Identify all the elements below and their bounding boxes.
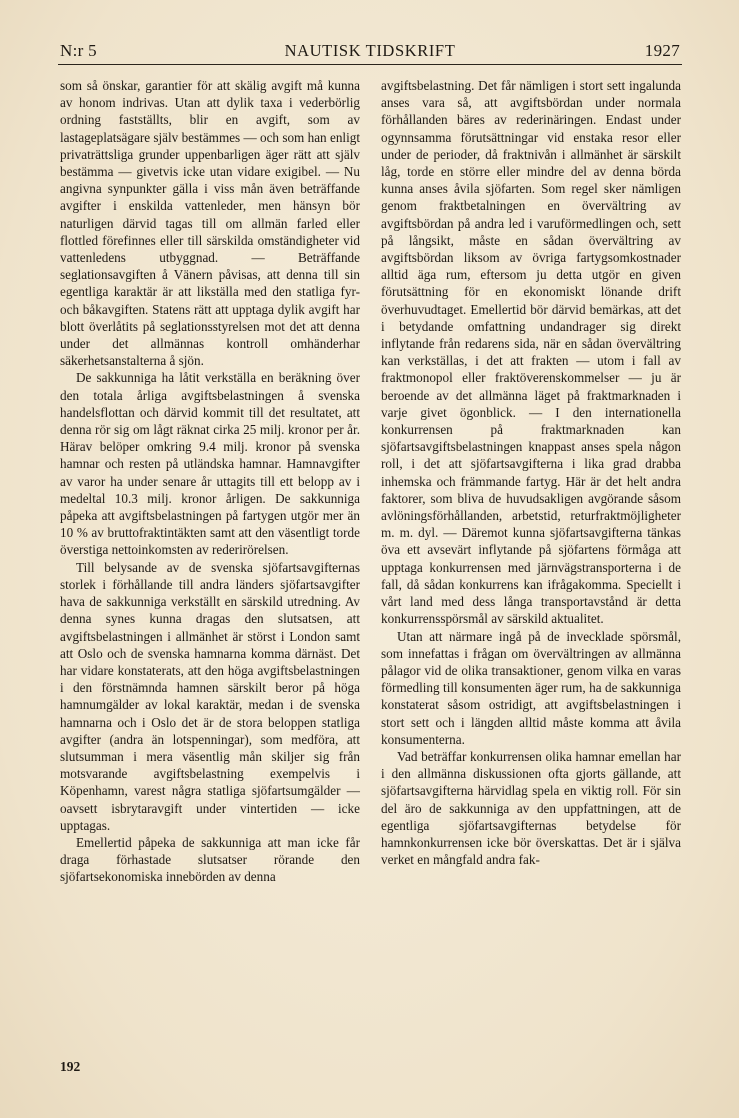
journal-title: NAUTISK TIDSKRIFT [284,41,456,60]
right-column [381,77,681,868]
publication-year: 1927 [644,41,680,60]
issue-number: N:r 5 [60,41,97,60]
paragraph: Utan att närmare ingå på de invecklade spörsmål, som innefattas i frågan om övervältringen av allmänna pålagor vid de olika transaktioner, genom vilka en varas förmedling till konsumenten äger rum, ha de sakkunniga konstaterat såsom ostridigt, att avgiftsbelastningen i stort sett och i längden alltid måste komma att åvila konsumenterna. [381,628,681,747]
paragraph: som så önskar, garantier för att skälig avgift må kunna av honom indrivas. Utan att dylik taxa i vederbörlig ordning fastställts, blir en avgift, som av lastageplatsägare själv bestämmes — och som han enligt privaträttsliga grunder uppenbarligen äger rätt att själv bestämma — givetvis icke utan vidare exigibel. — Nu angivna synpunkter gälla i viss mån även beträffande avgifter i enskilda vattenleder, men hänsyn bör naturligen därvid tagas till om allmän farled eller flottled förefinnes eller till särskilda omständigheter vid vattenledens utbyggnad. — Beträffande seglationsavgiften å Vänern påvisas, att denna till sin egentliga karaktär är att likställa med den statliga fyr- och båkavgiften. Statens rätt att upptaga dylik avgift har blott överlåtits på seglationsstyrelsen mot det att denna under det allmännas kontroll omhänderhar säkerhetsanstalterna å sjön. [60,78,360,369]
left-column [60,77,360,886]
paragraph: avgiftsbelastning. Det får nämligen i stort sett ingalunda anses vara så, att avgiftsbördan under normala förhållanden bäres av rederinäringen. Endast under ogynnsamma förutsättningar vid enstaka resor eller under de perioder, då fraktnivån i allmänhet är särskilt låg, torde en större eller mindre del av denna börda kunna anses åvila sjöfarten. Som regel sker nämligen genom fraktbetalningen en övervältring av avgiftsbördan på andra led i varuförmedlingen och, sett på långsikt, måste en sådan övervältring av avgiftsbördan liksom av övriga fartygsomkostnader alltid äga rum, eftersom ju detta utgör en given förutsättning för en ekonomiskt lönande drift överhuvudtaget. Emellertid bör därvid bemärkas, att det i betydande omfattning undandrager sig direkt inflytande från redarens sida, när en sådan övervältring kan verkställas, i det att frakten — utom i fall av fraktmonopol eller fraktöverenskommelser — ju är beroende av det allmänna läget på fraktmarknaden i varje givet ögonblick. — I den internationella konkurrensen på fraktmarknaden kan sjöfartsavgiftsbelastningen knappast anses spela någon roll, i det att sjöfartsavgifterna i lika grad drabba inhemska och främmande fartyg. Här är det helt andra faktorer, som bliva de huvudsakligen avgörande såsom avlöningsförhållanden, arbetstid, returfraktmöjligheter m. m. dyl. — Däremot kunna sjöfartsavgifterna tänkas öva ett avsevärt inflytande på sjöfartens förmåga att upptaga konkurrensen med järnvägstransporterna i de fall, då sådan konkurrens kan ifrågakomma. Speciellt i vårt land med dess långa transportavstånd är detta konkurrensspörsmål av särskild aktualitet. [381,78,681,627]
header-rule [58,64,682,65]
paragraph: Till belysande av de svenska sjöfartsavgifternas storlek i förhållande till andra länders sjöfartsavgifter hava de sakkunniga verkställt en särskild utredning. Av denna synes kunna dragas den slutsatsen, att avgiftsbelastningen i allmänhet är störst i London samt att Oslo och de svenska hamnarna komma därnäst. Det har vidare konstaterats, att den höga avgiftsbelastningen i den förstnämnda hamnen särskilt beror på höga hamnumgälder av lokal karaktär, medan i de svenska hamnarna och i Oslo det är de stora beloppen statliga avgifter (andra än lotspenningar), som medföra, att slutsumman i mera väsentlig mån skiljer sig från motsvarande avgiftsbelastning exempelvis i Köpenhamn, varest några statliga sjöfartsumgälder — oavsett isbrytaravgift under vintertiden — icke upptagas. [60,559,360,833]
paragraph: De sakkunniga ha låtit verkställa en beräkning över den totala årliga avgiftsbelastningen å svenska handelsflottan och därvid kommit till det resultatet, att denna rör sig om lågt räknat cirka 25 milj. kronor per år. Härav belöper omkring 9.4 milj. kronor på svenska hamnar och resten på utländska hamnar. Hamnavgifter av varor ha under senare år uttagits till ett belopp av i medeltal 10.3 milj. kronor årligen. De sakkunniga påpeka att avgiftsbelastningen på fartygen utgör mer än 10 % av bruttofraktintäkten samt att den väsentligt torde överstiga nettoinkomsten av rederirörelsen. [60,370,360,558]
paragraph: Emellertid påpeka de sakkunniga att man icke får draga förhastade slutsatser rörande den sjöfartsekonomiska innebörden av denna [60,834,360,885]
paragraph: Vad beträffar konkurrensen olika hamnar emellan har i den allmänna diskussionen ofta gjorts gällande, att sjöfartsavgifterna härvidlag spela en viktig roll. För sin del äro de sakkunniga av den uppfattningen, att de egentliga sjöfartsavgifternas betydelse för hamnkonkurrensen icke bör överskattas. Det är i själva verket en mångfald andra fak- [381,748,681,868]
page-number: 192 [60,1059,81,1074]
